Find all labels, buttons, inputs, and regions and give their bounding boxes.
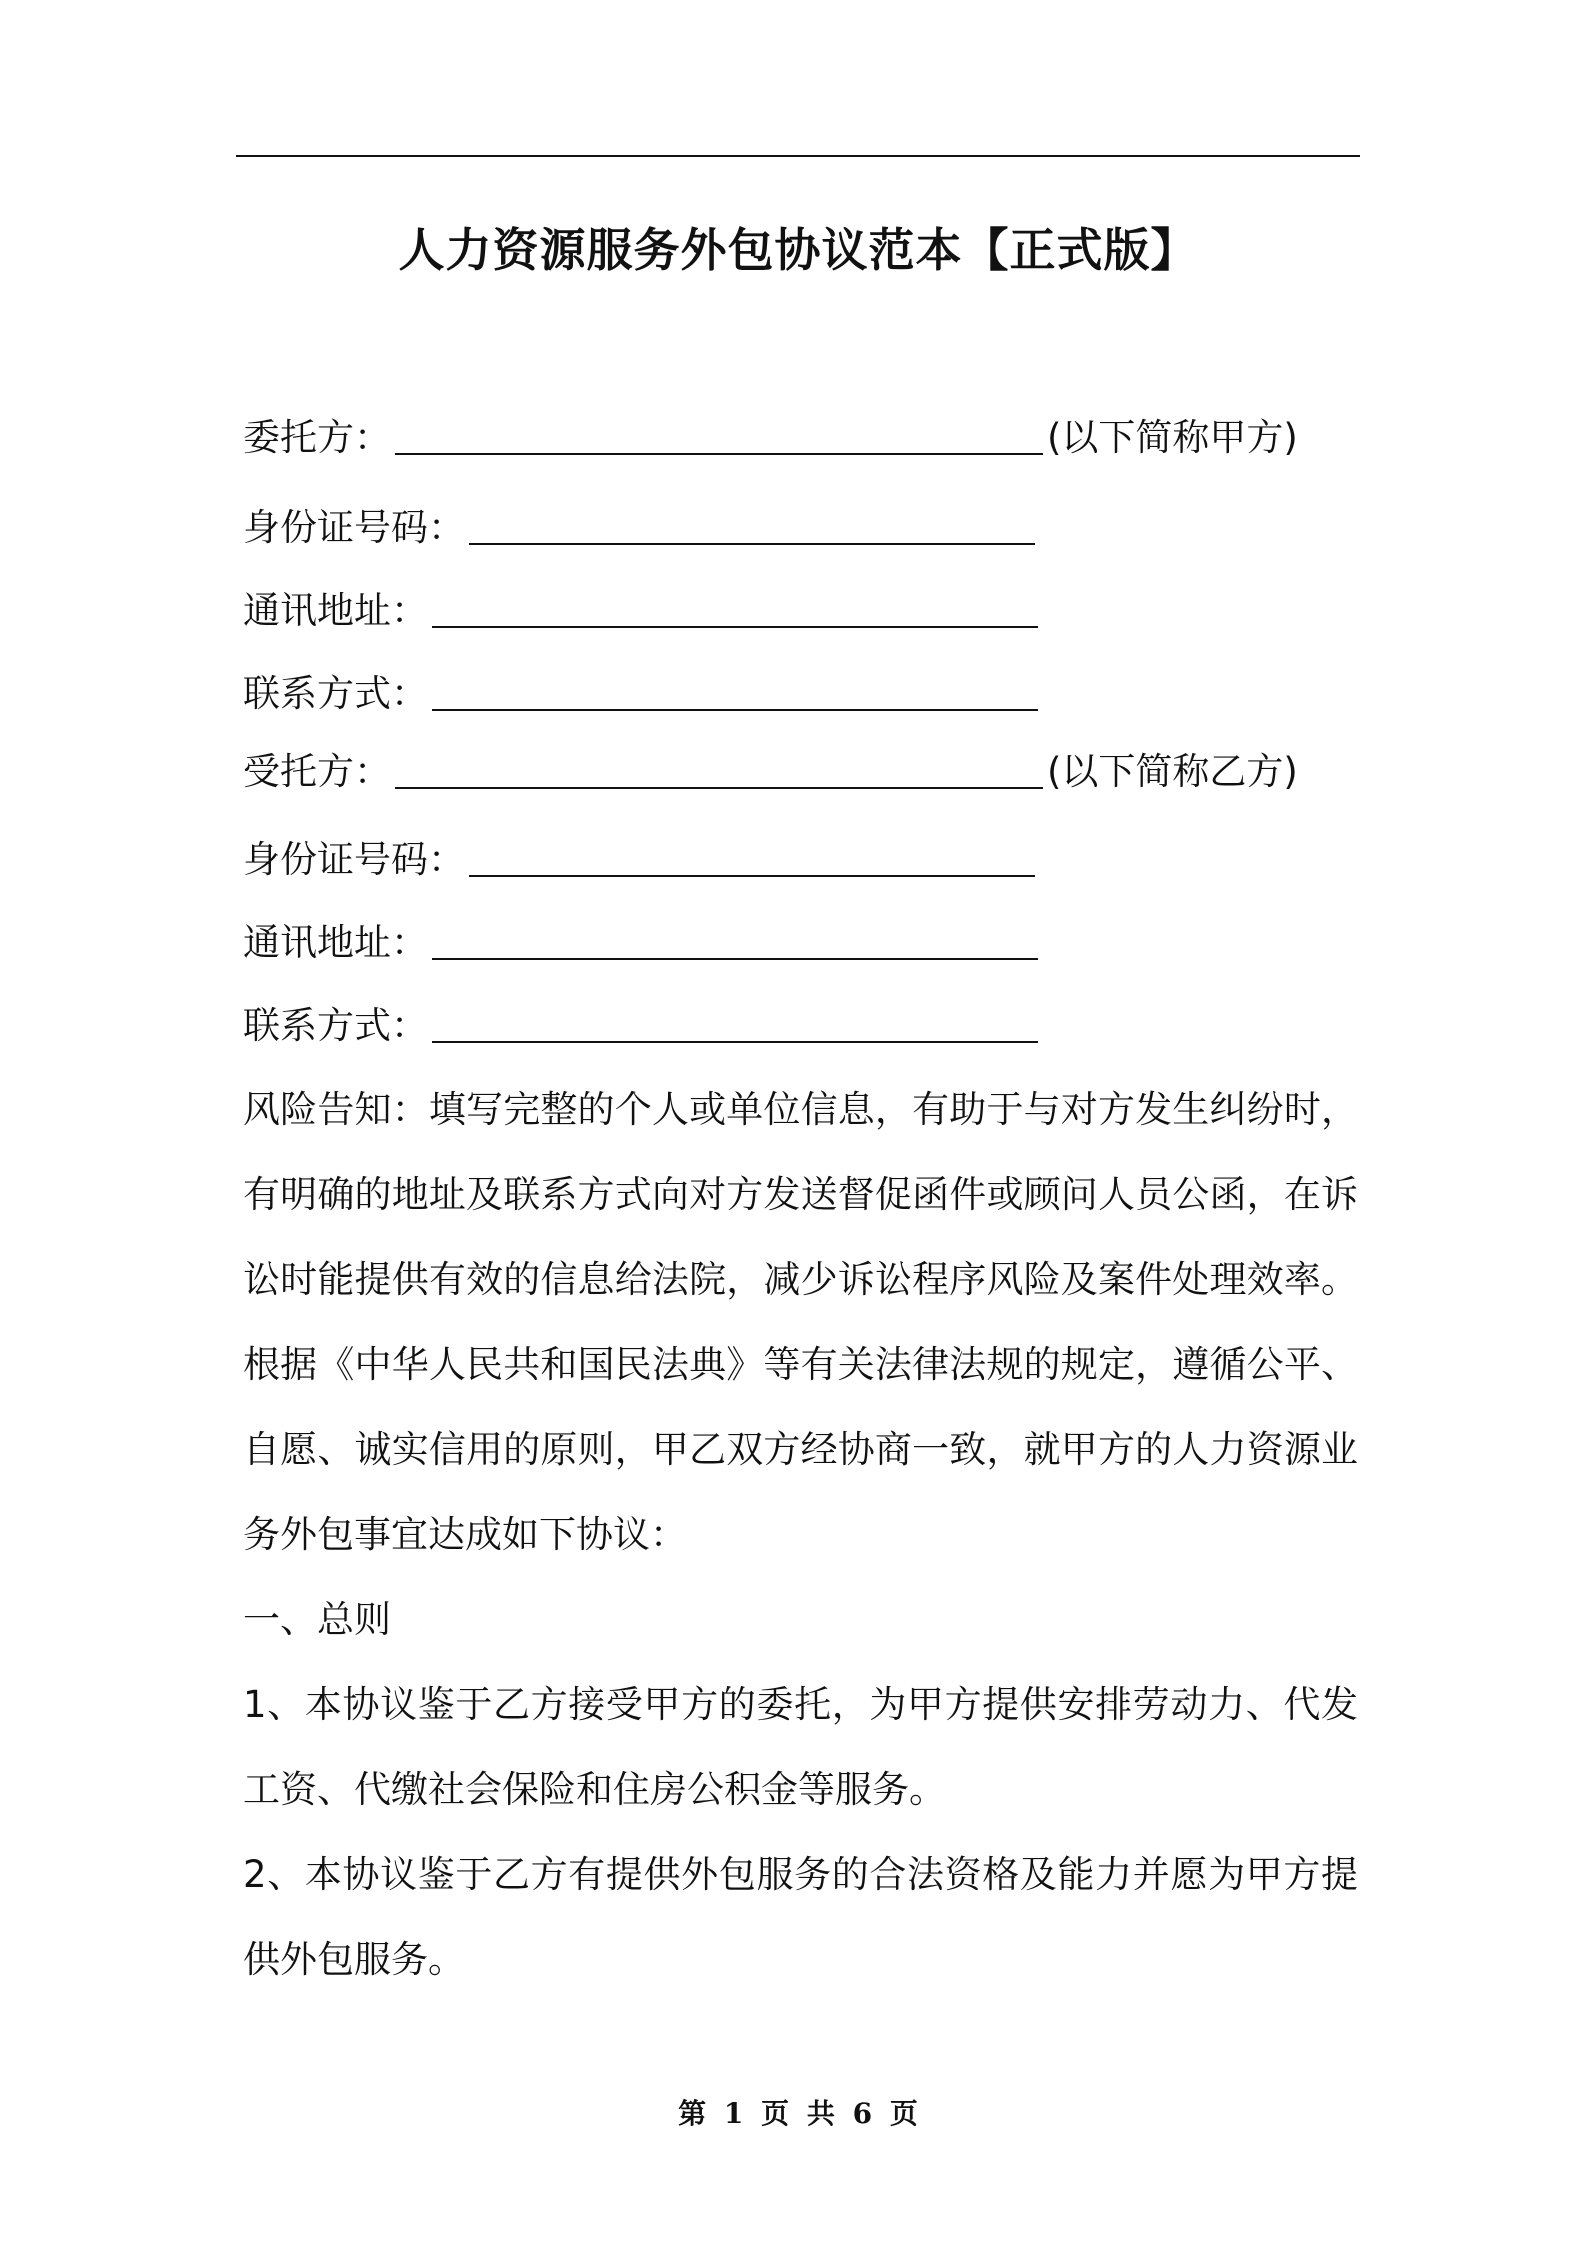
- party-b-id-blank[interactable]: [469, 835, 1035, 877]
- preamble-line-3: 务外包事宜达成如下协议：: [243, 1513, 687, 1556]
- party-b-suffix: (以下简称乙方): [1047, 750, 1298, 793]
- party-a-address-line: [243, 581, 1042, 641]
- party-b-id-line: [243, 830, 1039, 890]
- party-b-address-label: 通讯地址：: [243, 921, 428, 964]
- risk-notice-line-2: 有明确的地址及联系方式向对方发送督促函件或顾问人员公函，在诉: [243, 1173, 1358, 1216]
- risk-notice-line-3: 讼时能提供有效的信息给法院，减少诉讼程序风险及案件处理效率。: [243, 1258, 1358, 1301]
- party-a-suffix: (以下简称甲方): [1047, 416, 1298, 459]
- party-a-label: 委托方：: [243, 416, 391, 459]
- party-a-address-label: 通讯地址：: [243, 589, 428, 632]
- party-b-line: [243, 742, 1298, 802]
- header-rule: [236, 155, 1360, 157]
- party-b-label: 受托方：: [243, 750, 391, 793]
- party-a-line: [243, 408, 1298, 468]
- clause-1-line-1: 1、本协议鉴于乙方接受甲方的委托，为甲方提供安排劳动力、代发: [243, 1683, 1358, 1726]
- document-title: 人力资源服务外包协议范本【正式版】: [398, 223, 1198, 277]
- page-footer: 第 1 页 共 6 页: [678, 2097, 918, 2130]
- section-1-heading: 一、总则: [243, 1598, 391, 1641]
- party-b-address-line: [243, 913, 1042, 973]
- party-a-contact-line: [243, 664, 1042, 724]
- party-a-contact-blank[interactable]: [432, 669, 1038, 711]
- party-a-address-blank[interactable]: [432, 586, 1038, 628]
- party-b-id-label: 身份证号码：: [243, 838, 465, 881]
- party-b-contact-blank[interactable]: [432, 1001, 1038, 1043]
- preamble-line-2: 自愿、诚实信用的原则，甲乙双方经协商一致，就甲方的人力资源业: [243, 1428, 1358, 1471]
- party-a-contact-label: 联系方式：: [243, 672, 428, 715]
- party-b-contact-line: [243, 996, 1042, 1056]
- party-b-blank[interactable]: [395, 747, 1043, 789]
- party-b-address-blank[interactable]: [432, 918, 1038, 960]
- party-a-id-blank[interactable]: [469, 503, 1035, 545]
- preamble-line-1: 根据《中华人民共和国民法典》等有关法律法规的规定，遵循公平、: [243, 1343, 1358, 1386]
- clause-2-line-2: 供外包服务。: [243, 1938, 465, 1981]
- clause-2-line-1: 2、本协议鉴于乙方有提供外包服务的合法资格及能力并愿为甲方提: [243, 1853, 1358, 1896]
- party-a-id-line: [243, 498, 1039, 558]
- risk-notice-line-1: 风险告知：填写完整的个人或单位信息，有助于与对方发生纠纷时，: [243, 1088, 1358, 1131]
- party-a-blank[interactable]: [395, 413, 1043, 455]
- clause-1-line-2: 工资、代缴社会保险和住房公积金等服务。: [243, 1768, 946, 1811]
- party-a-id-label: 身份证号码：: [243, 506, 465, 549]
- party-b-contact-label: 联系方式：: [243, 1004, 428, 1047]
